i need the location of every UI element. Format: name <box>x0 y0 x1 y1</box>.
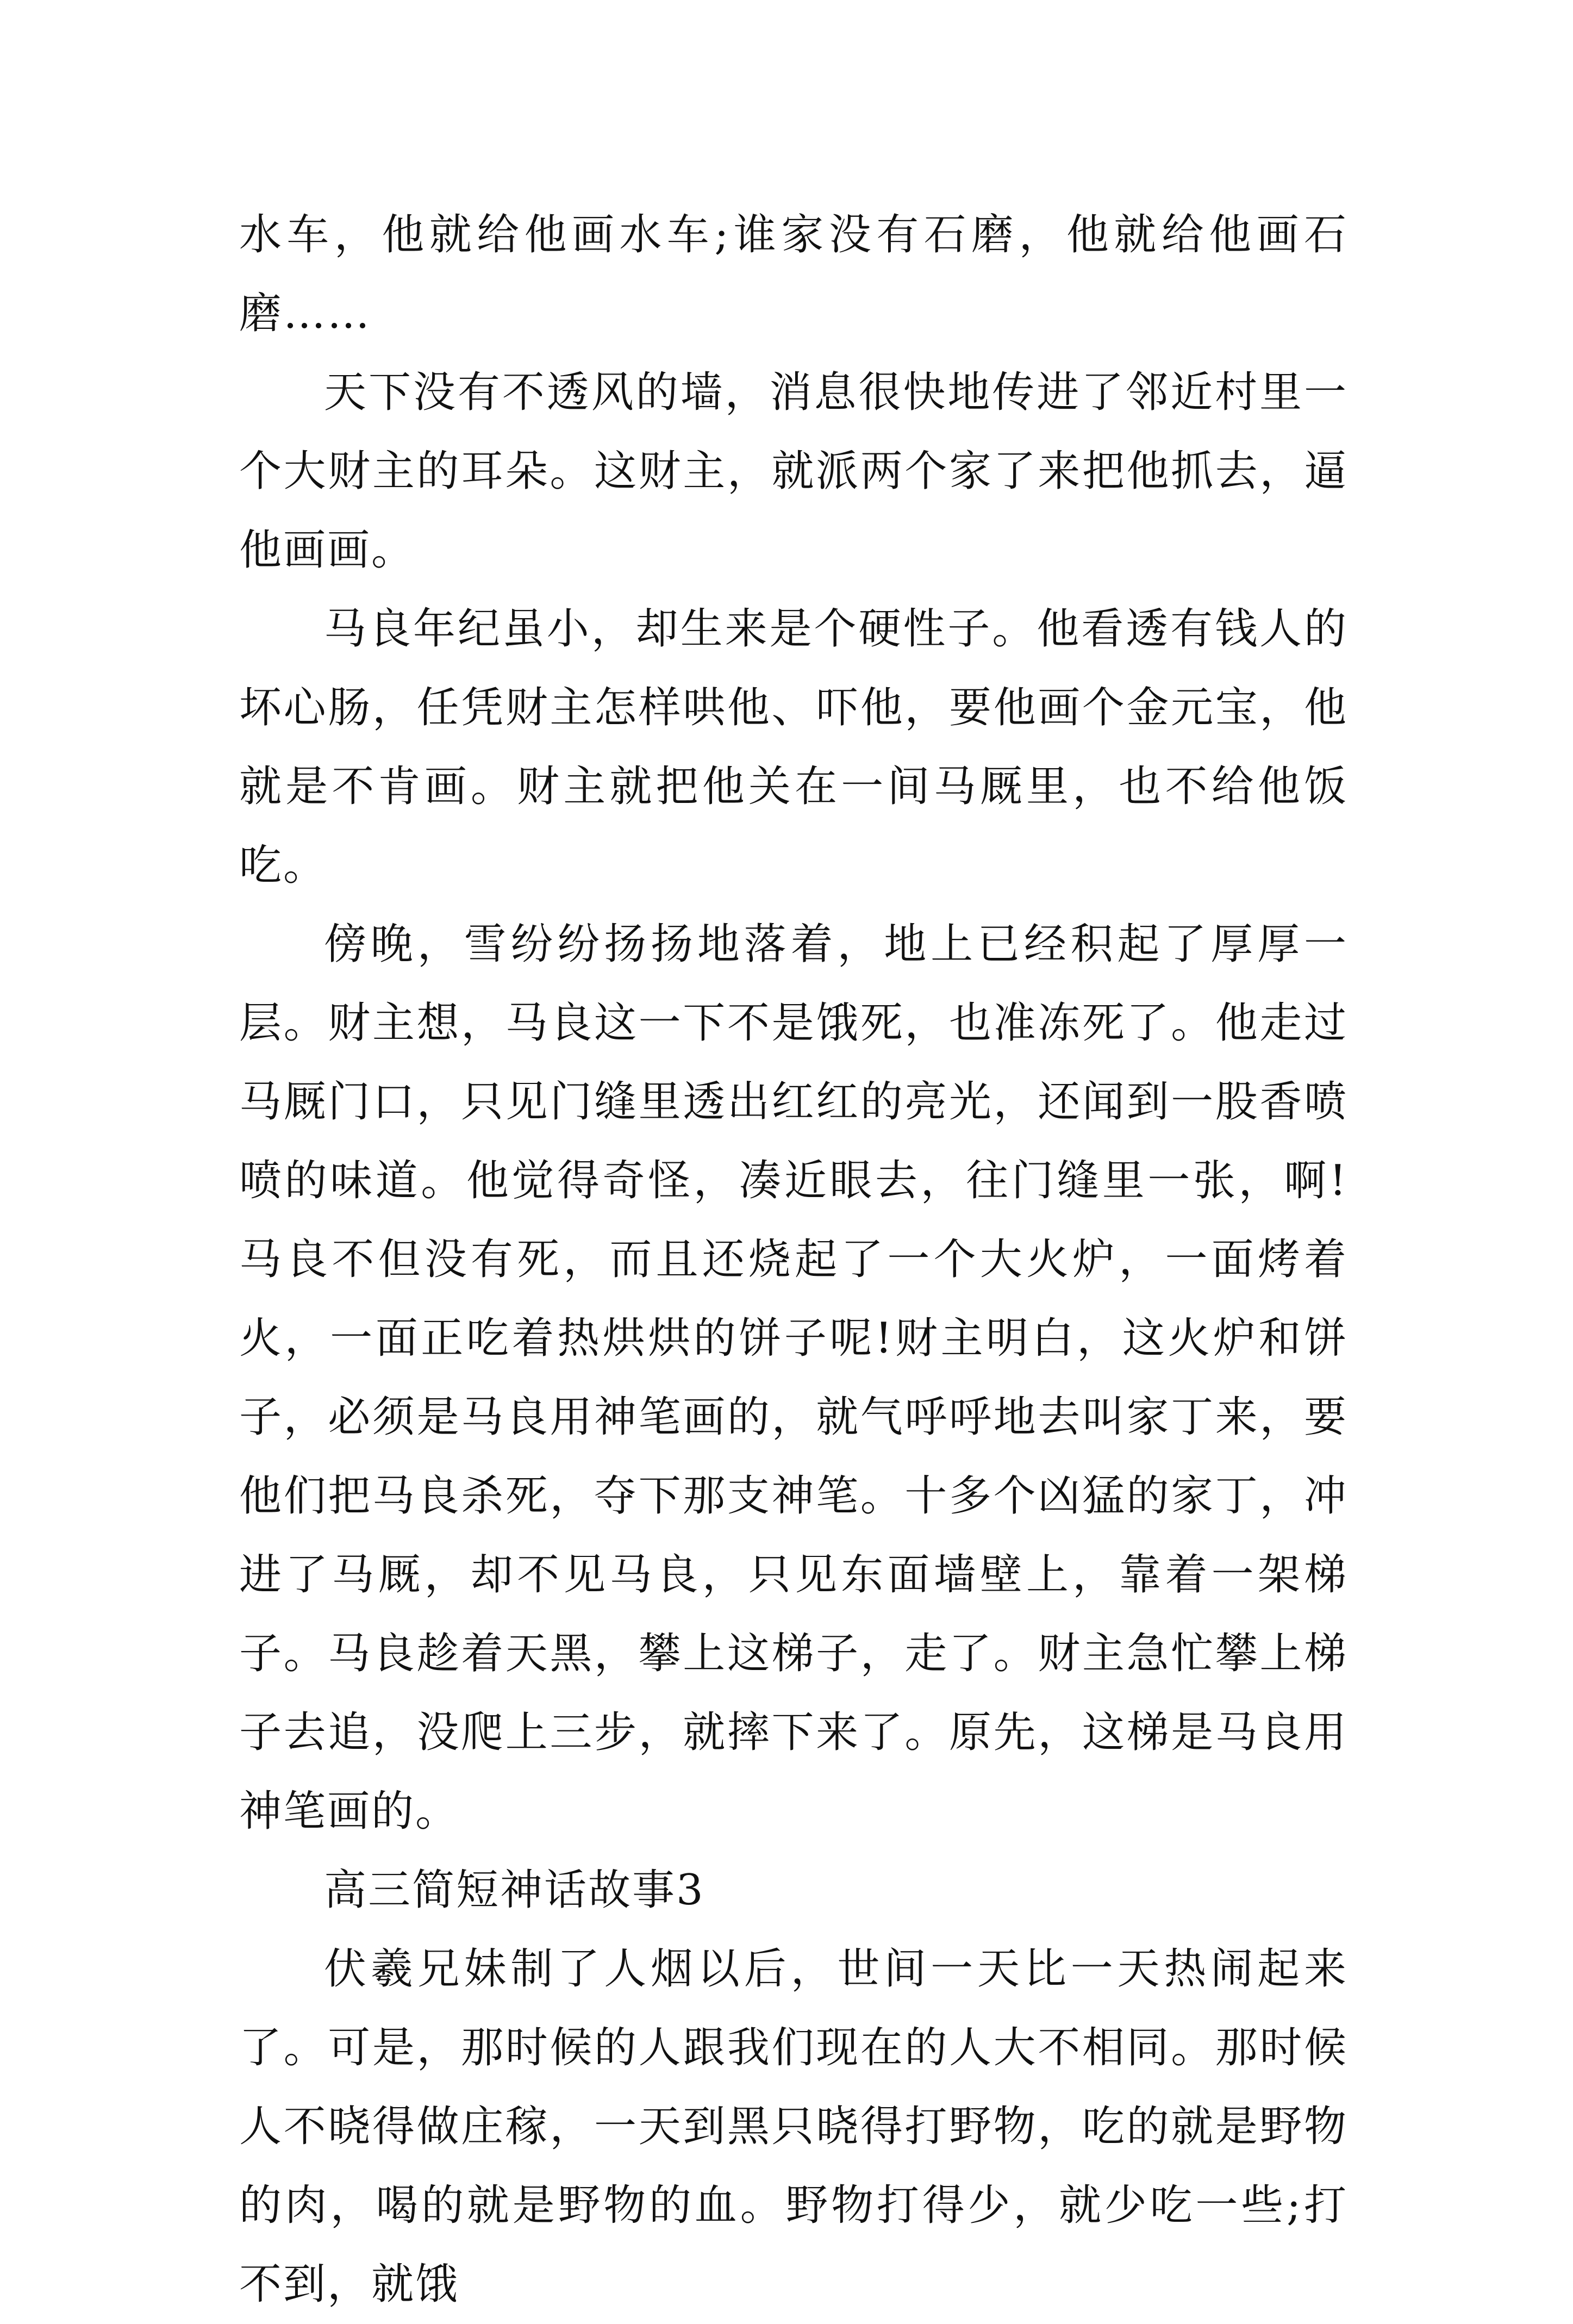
paragraph: 傍晚，雪纷纷扬扬地落着，地上已经积起了厚厚一层。财主想，马良这一下不是饿死，也准冻死了。他走过马厩门口，只见门缝里透出红红的亮光，还闻到一股香喷喷的味道。他觉得奇怪，凑近眼去，往门缝里一张，啊!马良不但没有死，而且还烧起了一个大火炉，一面烤着火，一面正吃着热烘烘的饼子呢!财主明白，这火炉和饼子，必须是马良用神笔画的，就气呼呼地去叫家丁来，要他们把马良杀死，夺下那支神笔。十多个凶猛的家丁，冲进了马厩，却不见马良，只见东面墙壁上，靠着一架梯子。马良趁着天黑，攀上这梯子，走了。财主急忙攀上梯子去追，没爬上三步，就摔下来了。原先，这梯是马良用神笔画的。 <box>239 920 1348 1836</box>
paragraph: 马良年纪虽小，却生来是个硬性子。他看透有钱人的坏心肠，任凭财主怎样哄他、吓他，要他画个金元宝，他就是不肯画。财主就把他关在一间马厩里，也不给他饭吃。 <box>239 605 1348 890</box>
paragraph-continued: 水车，他就给他画水车;谁家没有石磨，他就给他画石磨…… <box>239 210 1348 338</box>
document-page <box>239 196 1348 2324</box>
section-heading: 高三简短神话故事3 <box>324 1866 705 1915</box>
paragraph: 天下没有不透风的墙，消息很快地传进了邻近村里一个大财主的耳朵。这财主，就派两个家了来把他抓去，逼他画画。 <box>239 368 1348 575</box>
paragraph: 伏羲兄妹制了人烟以后，世间一天比一天热闹起来了。可是，那时候的人跟我们现在的人大不相同。那时候人不晓得做庄稼，一天到黑只晓得打野物，吃的就是野物的肉，喝的就是野物的血。野物打得少，就少吃一些;打不到，就饿 <box>239 1945 1348 2309</box>
